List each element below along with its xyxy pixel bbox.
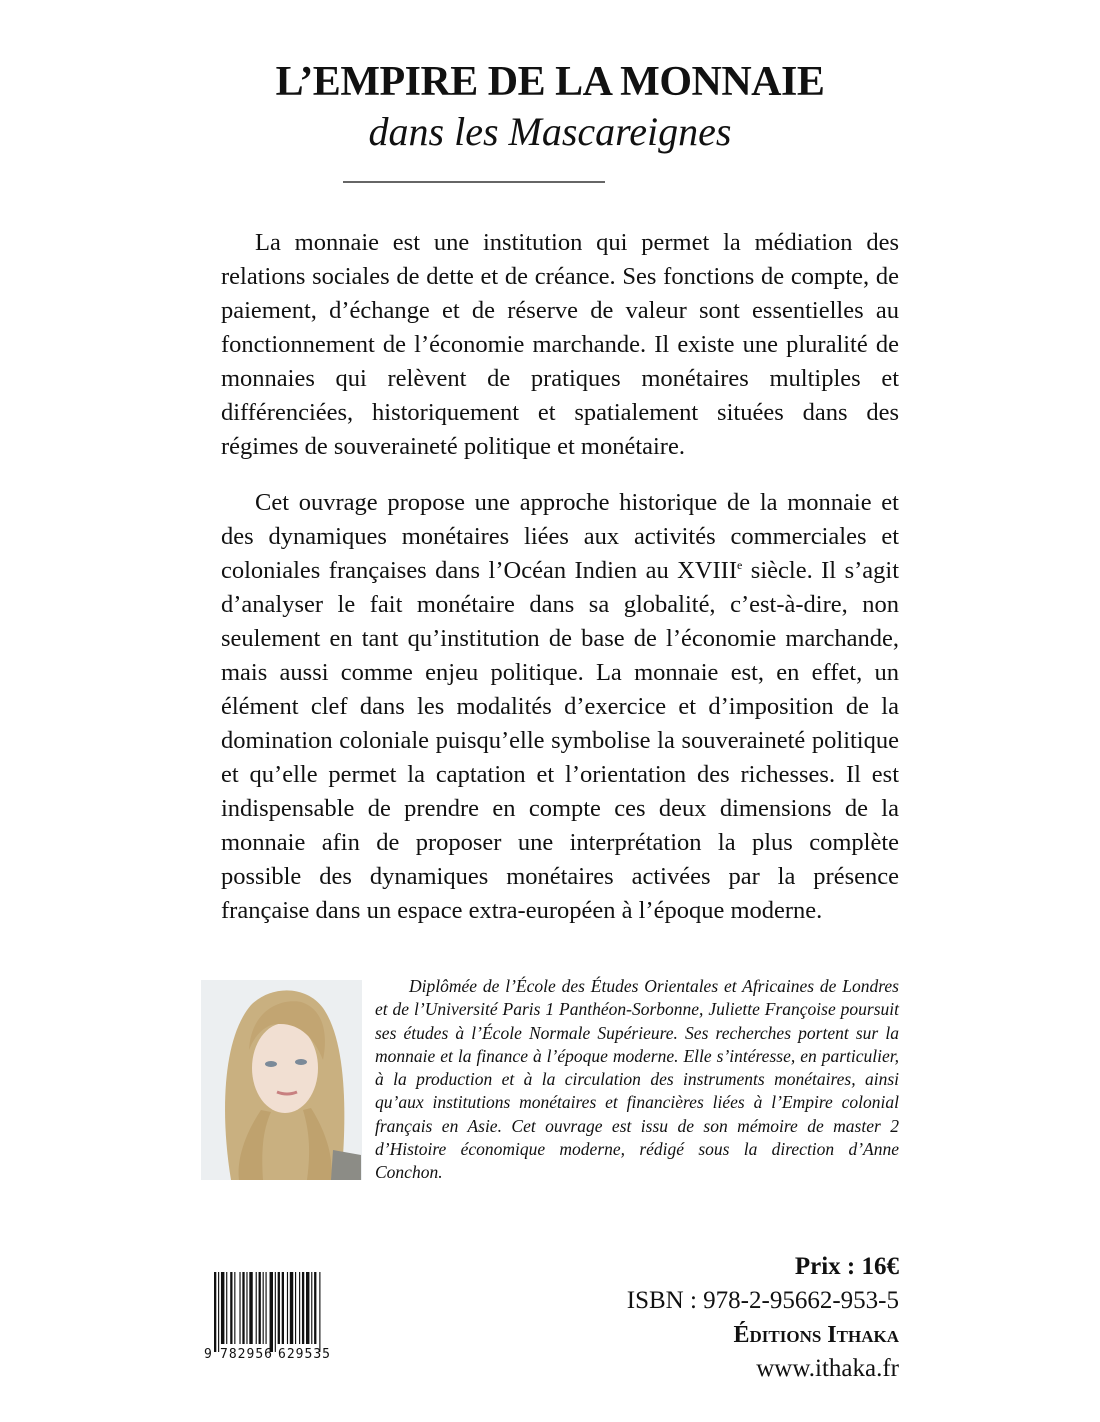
publication-info: [627, 1250, 899, 1386]
barcode-bar: [234, 1272, 235, 1344]
barcode-bar: [226, 1272, 227, 1344]
barcode-bar: [259, 1272, 261, 1344]
barcode-bar: [275, 1272, 276, 1352]
barcode-bar: [246, 1272, 247, 1344]
book-subtitle: dans les Mascareignes: [368, 109, 732, 154]
barcode-bar: [290, 1272, 293, 1344]
barcode-bar: [278, 1272, 280, 1344]
barcode-bar: [214, 1272, 216, 1352]
publisher-name: Éditions Ithaka: [733, 1322, 899, 1348]
author-bio: Diplômée de l’École des Études Orientales et Africaines de Londres et de l’Université Paris 1 Panthéon-Sorbonne, Juliette Françoise poursuit ses études à l’École Normale Supérieure. Ses recherches portent sur la monnaie et la finance à l’époque moderne. Elle s’intéresse, en particulier, à la production et à la circulation des instruments monétaires, ainsi qu’aux institutions monétaires et financières liées à l’Empire colonial français en Asie. Cet ouvrage est issu de son mémoire de master 2 d’Histoire économique moderne, rédigé sous la direction d’Anne Conchon.: [375, 976, 899, 1183]
barcode-bar: [299, 1272, 300, 1344]
barcode-bar: [221, 1272, 224, 1344]
barcode-icon: [204, 1272, 342, 1360]
barcode-bar: [302, 1272, 304, 1344]
barcode-bar: [218, 1272, 219, 1352]
isbn: ISBN : 978-2-95662-953-5: [626, 1287, 899, 1314]
barcode-bar: [282, 1272, 284, 1344]
barcode-bar: [306, 1272, 309, 1344]
publisher-website[interactable]: www.ithaka.fr: [756, 1355, 899, 1382]
summary-paragraph-2: [221, 486, 899, 928]
barcode-left-digits: 782956: [220, 1347, 272, 1360]
barcode-first-digit: 9: [204, 1347, 212, 1360]
barcode-bar: [239, 1272, 240, 1344]
price: Prix : 16€: [794, 1253, 899, 1280]
barcode-bar: [311, 1272, 312, 1344]
barcode-bar: [249, 1272, 252, 1344]
isbn-barcode: [204, 1272, 342, 1360]
summary-paragraph-1: La monnaie est une institution qui permet la médiation des relations sociales de dette et de créance. Ses fonctions de compte, de paiement, d’échange et de réserve de valeur sont essentielles au fonctionnement de l’économie marchande. Il existe une pluralité de monnaies qui relèvent de pratiques monétaires multiples et différenciées, historiquement et spatialement situées dans des régimes de souveraineté politique et monétaire.: [221, 229, 899, 460]
barcode-bar: [319, 1272, 320, 1352]
author-photo: [201, 980, 362, 1180]
title-divider: [343, 181, 605, 183]
barcode-bar: [242, 1272, 244, 1344]
book-title: L’EMPIRE DE LA MONNAIE: [275, 59, 825, 105]
summary-paragraph-2-part-2: siècle. Il s’agit d’analyser le fait monétaire dans sa globalité, c’est-à-dire, non seulement en tant qu’institution de base de l’économie marchande, mais aussi comme enjeu politique. La monnaie est, en effet, un élément clef dans les modalités d’exercice et d’imposition de la domination coloniale puisqu’elle symbolise la souveraineté politique et qu’elle permet la captation et l’orientation des richesses. Il est indispensable de prendre en compte ces deux dimensions de la monnaie afin de proposer une interprétation la plus complète possible des dynamiques monétaires activées par la présence française dans un espace extra-européen à l’époque moderne.: [221, 557, 899, 924]
barcode-right-digits: 629535: [278, 1347, 330, 1360]
author-portrait-icon: [201, 980, 362, 1180]
barcode-bar: [270, 1272, 273, 1352]
summary-paragraph-2-part-1: Cet ouvrage propose une approche historique de la monnaie et des dynamiques monétaires liées aux activités commerciales et coloniales françaises dans l’Océan Indien au XVIII: [221, 489, 899, 584]
barcode-bar: [263, 1272, 264, 1344]
barcode-bar: [266, 1272, 267, 1344]
barcode-bar: [287, 1272, 288, 1344]
barcode-bar: [256, 1272, 257, 1344]
barcode-bar: [295, 1272, 296, 1344]
century-superscript: e: [737, 558, 743, 572]
barcode-bar: [314, 1272, 316, 1344]
barcode-bar: [230, 1272, 232, 1344]
